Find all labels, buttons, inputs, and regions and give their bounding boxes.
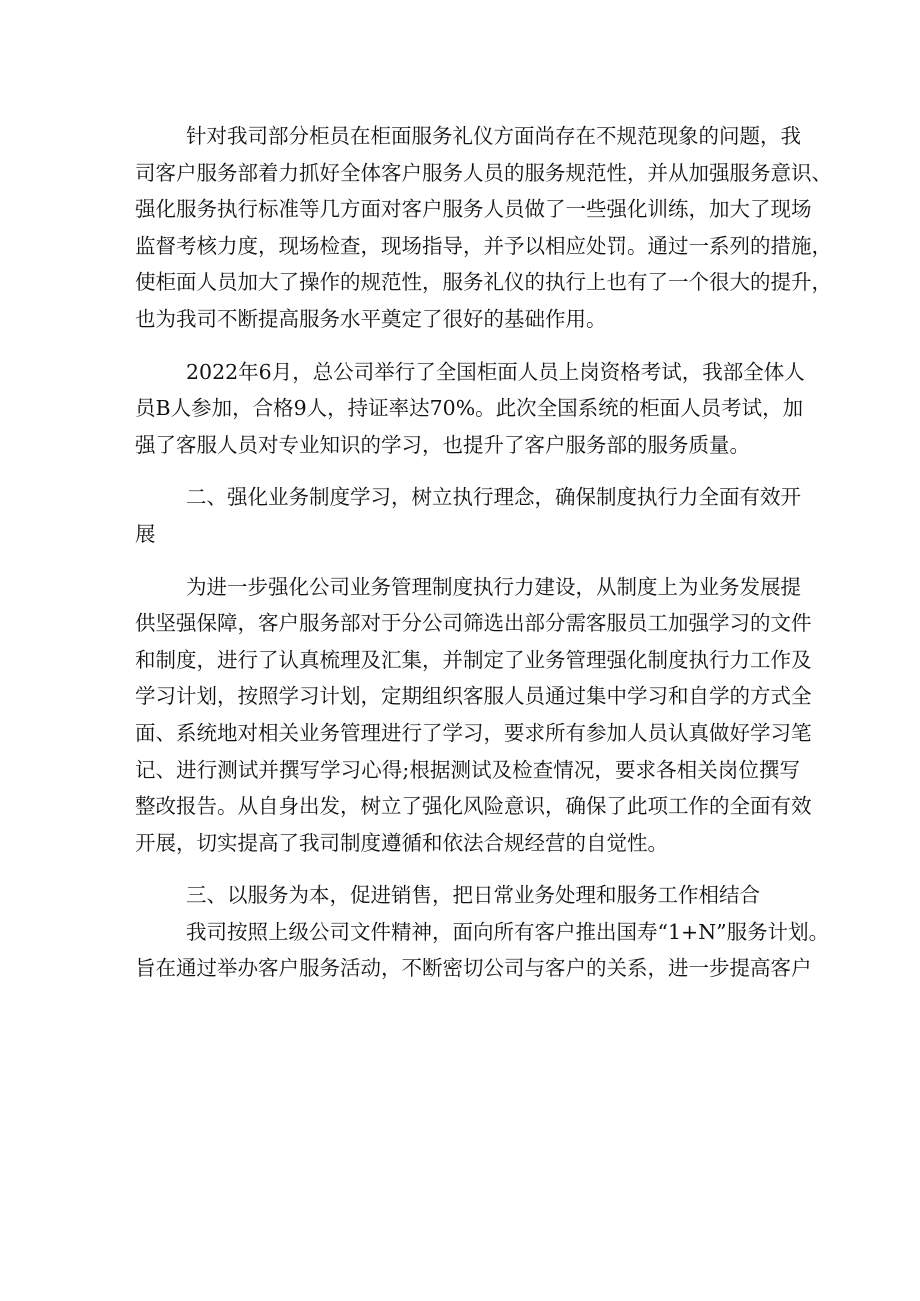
text-line: 开展，切实提高了我司制度遵循和依法合规经营的自觉性。 <box>135 830 668 855</box>
text-line: 面、系统地对相关业务管理进行了学习，要求所有参加人员认真做好学习笔 <box>135 720 812 745</box>
text-line: 我司按照上级公司文件精神，面向所有客户推出国寿“1+N”服务计划。 <box>186 919 830 944</box>
document-body <box>135 118 832 987</box>
paragraph <box>135 569 812 862</box>
text-line: 2022年6月，总公司举行了全国柜面人员上岗资格考试，我部全体人 <box>186 359 805 384</box>
text-line: 整改报告。从自身出发，树立了强化风险意识，确保了此项工作的全面有效 <box>135 794 812 819</box>
text-line: 供坚强保障，客户服务部对于分公司筛选出部分需客服员工加强学习的文件 <box>135 611 812 636</box>
text-line: 二、强化业务制度学习，树立执行理念，确保制度执行力全面有效开 <box>186 485 801 510</box>
text-line: 和制度，进行了认真梳理及汇集，并制定了业务管理强化制度执行力工作及 <box>135 647 812 672</box>
text-line: 为进一步强化公司业务管理制度执行力建设，从制度上为业务发展提 <box>186 574 801 599</box>
text-line: 监督考核力度，现场检查，现场指导，并予以相应处罚。通过一系列的措施， <box>135 233 832 258</box>
text-line: 强化服务执行标准等几方面对客户服务人员做了一些强化训练，加大了现场 <box>135 197 812 222</box>
text-line: 学习计划，按照学习计划，定期组织客服人员通过集中学习和自学的方式全 <box>135 684 812 709</box>
text-line: 使柜面人员加大了操作的规范性，服务礼仪的执行上也有了一个很大的提升， <box>135 270 832 295</box>
text-line: 员B人参加，合格9人，持证率达70%。此次全国系统的柜面人员考试，加 <box>135 396 804 421</box>
text-line: 针对我司部分柜员在柜面服务礼仪方面尚存在不规范现象的问题，我 <box>186 124 801 148</box>
paragraph <box>135 354 805 464</box>
text-line: 三、以服务为本，促进销售，把日常业务处理和服务工作相结合 <box>186 883 760 908</box>
text-line: 也为我司不断提高服务水平奠定了很好的基础作用。 <box>135 306 607 331</box>
text-line: 记、进行测试并撰写学习心得;根据测试及检查情况，要求各相关岗位撰写 <box>135 757 800 782</box>
text-line: 展 <box>135 521 156 546</box>
text-line: 强了客服人员对专业知识的学习，也提升了客户服务部的服务质量。 <box>135 432 750 457</box>
text-line: 司客户服务部着力抓好全体客户服务人员的服务规范性，并从加强服务意识、 <box>135 160 832 185</box>
paragraph <box>135 914 830 987</box>
section-heading <box>135 479 800 552</box>
paragraph <box>135 118 832 338</box>
text-line: 旨在通过举办客户服务活动，不断密切公司与客户的关系，进一步提高客户 <box>135 956 812 981</box>
section-heading <box>135 877 800 914</box>
